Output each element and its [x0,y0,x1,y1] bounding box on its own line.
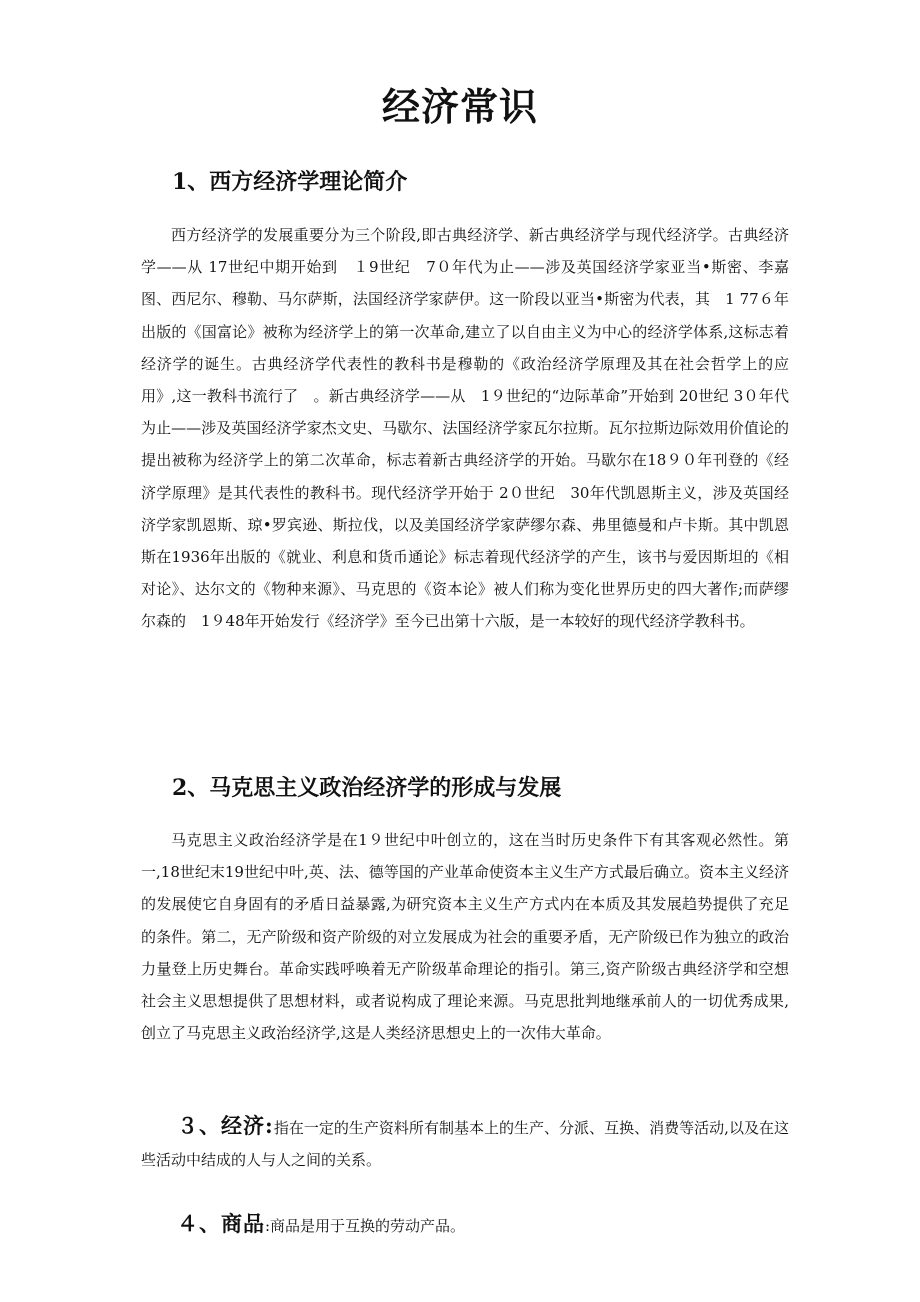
section-1-body: 西方经济学的发展重要分为三个阶段,即古典经济学、新古典经济学与现代经济学。古典经济学——从 17世纪中期开始到 １9世纪 7０年代为止——涉及英国经济学家亚当•斯密、李嘉图、西尼尔、穆勒、马尔萨斯，法国经济学家萨伊。这一阶段以亚当•斯密为代表，其 1 77６年出版的《国富论》被称为经济学上的第一次革命,建立了以自由主义为中心的经济学体系,这标志着经济学的诞生。古典经济学代表性的教科书是穆勒的《政治经济学原理及其在社会哲学上的应用》,这一教科书流行了 。新古典经济学——从 1９世纪的“边际革命”开始到 20世纪 3０年代为止——涉及英国经济学家杰文史、马歇尔、法国经济学家瓦尔拉斯。瓦尔拉斯边际效用价值论的提出被称为经济学上的第二次革命，标志着新古典经济学的开始。马歇尔在18９０年刊登的《经济学原理》是其代表性的教科书。现代经济学开始于 2０世纪 30年代凯恩斯主义，涉及英国经济学家凯恩斯、琼•罗宾逊、斯拉伐，以及美国经济学家萨缪尔森、弗里德曼和卢卡斯。其中凯恩斯在1936年出版的《就业、利息和货币通论》标志着现代经济学的产生，该书与爱因斯坦的《相对论》、达尔文的《物种来源》、马克思的《资本论》被人们称为变化世界历史的四大著作;而萨缪尔森的 1９48年开始发行《经济学》至今已出第十六版，是一本较好的现代经济学教科书。 [141,226,789,631]
section-3-body: 指在一定的生产资料所有制基本上的生产、分派、互换、消费等活动,以及在这些活动中结成的人与人之间的关系。 [141,1119,789,1170]
section-2-body: 马克思主义政治经济学是在1９世纪中叶创立的，这在当时历史条件下有其客观必然性。第一,18世纪末19世纪中叶,英、法、德等国的产业革命使资本主义生产方式最后确立。资本主义经济的发展使它自身固有的矛盾日益暴露,为研究资本主义生产方式内在本质及其发展趋势提供了充足的条件。第二，无产阶级和资产阶级的对立发展成为社会的重要矛盾，无产阶级已作为独立的政治力量登上历史舞台。革命实践呼唤着无产阶级革命理论的指引。第三,资产阶级古典经济学和空想社会主义思想提供了思想材料，或者说构成了理论来源。马克思批判地继承前人的一切优秀成果,创立了马克思主义政治经济学,这是人类经济思想史上的一次伟大革命。 [141,831,789,1043]
section-4-paragraph [141,1208,789,1242]
section-3-paragraph [141,1110,789,1176]
page-title: 经济常识 [381,84,538,129]
section-4-heading: ４、商品 [177,1211,265,1236]
section-3-heading: ３、经济: [177,1113,274,1138]
section-2-heading: 2、马克思主义政治经济学的形成与发展 [172,775,562,801]
section-4-body: :商品是用于互换的劳动产品。 [265,1217,466,1235]
section-1-heading: 1、西方经济学理论简介 [172,169,408,195]
